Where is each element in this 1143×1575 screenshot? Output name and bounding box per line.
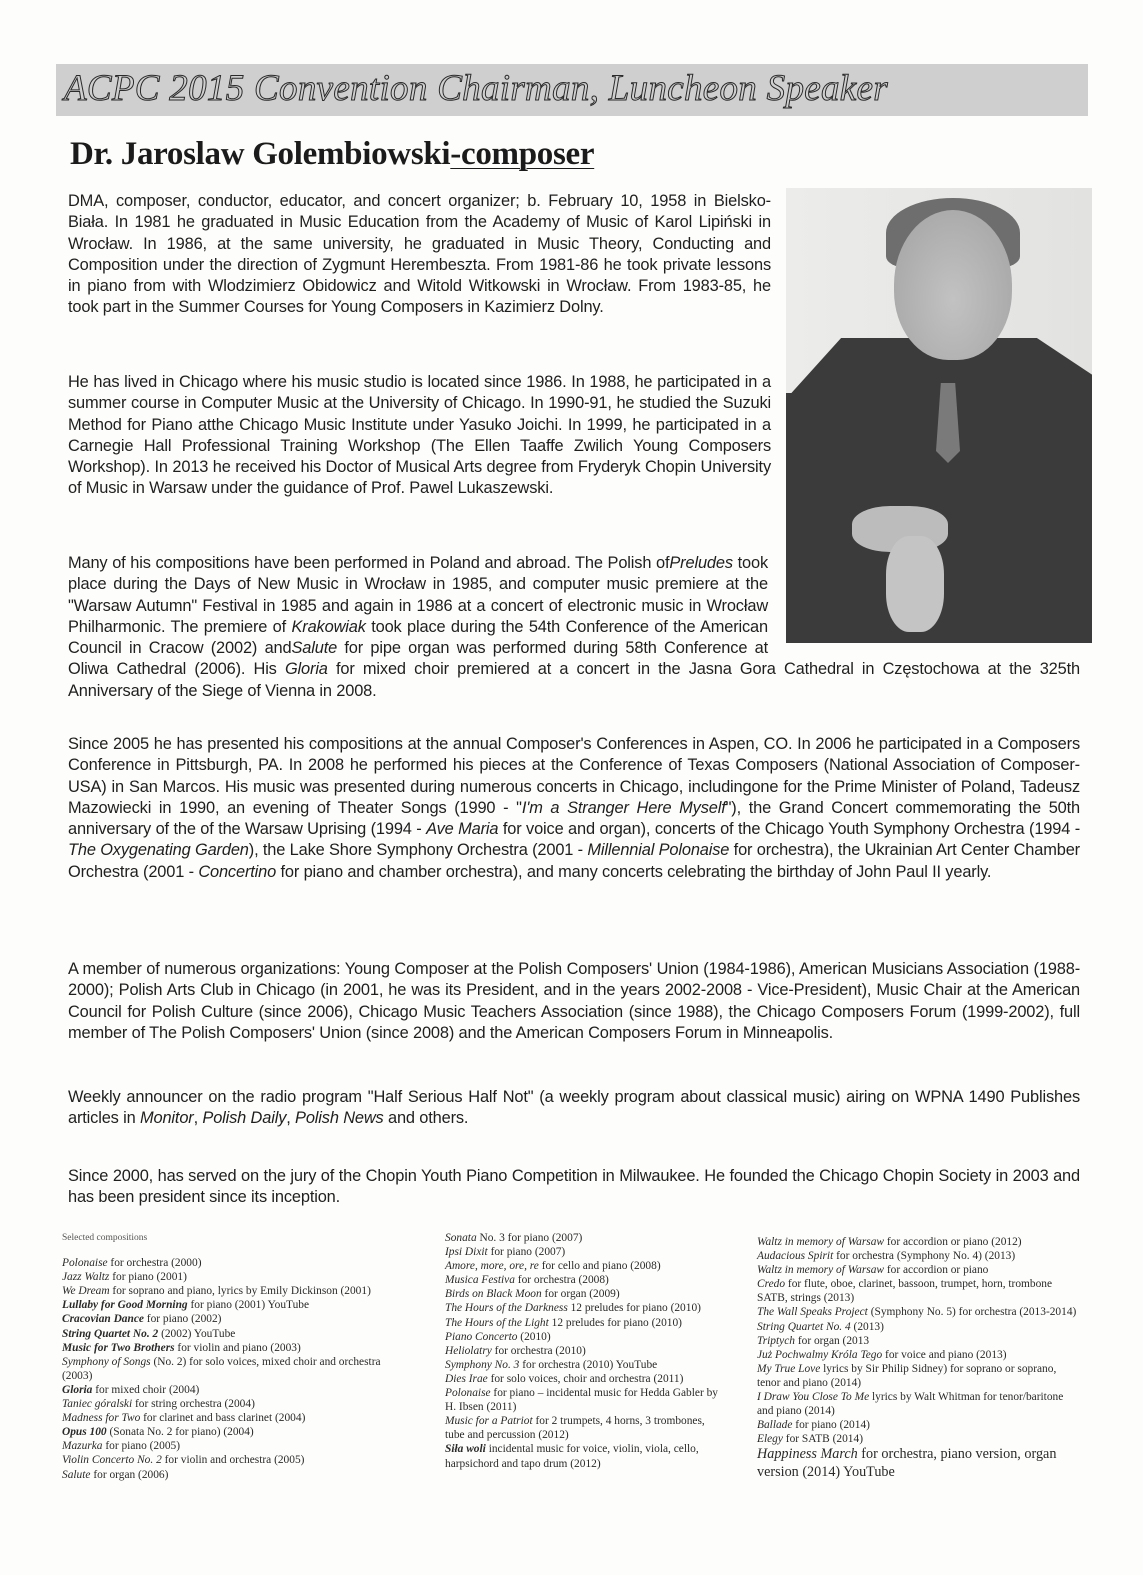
composition-details: for SATB (2014) (782, 1433, 863, 1446)
composition-title: Symphony of Songs (62, 1355, 151, 1368)
page-title (70, 136, 594, 173)
composition-details: for voice and piano (2013) (882, 1348, 1007, 1361)
person-name: Dr. Jaroslaw Golembiowski (70, 136, 451, 172)
composition-title: Lullaby for Good Morning (62, 1299, 188, 1312)
composition-title: Gloria (62, 1383, 93, 1396)
composition-title: String Quartet No. 2 (62, 1327, 159, 1340)
composition-item (62, 1327, 382, 1341)
composition-title: Credo (757, 1278, 786, 1291)
composition-item (445, 1245, 725, 1259)
composition-title: Triptych (757, 1334, 795, 1347)
composition-details: for orchestra (Symphony No. 4) (2013) (833, 1250, 1016, 1263)
composition-details: (Sonata No. 2 for piano) (2004) (106, 1426, 254, 1439)
compositions-list (445, 1231, 725, 1471)
composition-item (445, 1259, 725, 1273)
composition-item (445, 1344, 725, 1358)
banner-title: ACPC 2015 Convention Chairman, Luncheon Speaker (64, 68, 888, 109)
compositions-list (757, 1235, 1077, 1481)
composition-title: Ipsi Dixit (445, 1246, 488, 1259)
composition-title: Happiness March (757, 1446, 858, 1463)
title-banner (56, 64, 1088, 116)
composition-details: for accordion or piano (884, 1264, 989, 1277)
composition-details: for flute, oboe, clarinet, bassoon, trumpet, horn, trombone SATB, strings (2013) (757, 1278, 1053, 1305)
composition-item (445, 1316, 725, 1330)
composition-title: Polonaise (62, 1257, 108, 1270)
composition-details: 12 preludes for piano (2010) (548, 1316, 682, 1329)
composition-title: Heliolatry (445, 1344, 492, 1357)
composition-item (62, 1425, 382, 1439)
composition-details: for 2 trumpets, 4 horns, 3 trombones, tube and percussion (2012) (445, 1415, 705, 1442)
composition-item (62, 1411, 382, 1425)
composition-item (445, 1287, 725, 1301)
composition-details: for piano (2001) (109, 1271, 187, 1284)
bio-paragraph-radio: Weekly announcer on the radio program "Half Serious Half Not" (a weekly program about classical music) airing on WPNA 1490 Publishes articles in Monitor, Polish Daily, Polish News and others. (68, 1088, 1080, 1128)
composition-details: for orchestra (2010) YouTube (519, 1358, 658, 1371)
composition-title: My True Love (757, 1362, 821, 1375)
composition-title: Waltz in memory of Warsaw (757, 1236, 884, 1248)
compositions-label: Selected compositions (62, 1233, 148, 1243)
composition-item (62, 1397, 382, 1411)
composition-title: Music for a Patriot (445, 1415, 533, 1428)
composition-details: for piano – incidental music for Hedda Gabler by H. Ibsen (2011) (445, 1387, 718, 1414)
composition-item (62, 1468, 382, 1482)
composition-details: for organ (2009) (541, 1288, 620, 1301)
composition-title: The Hours of the Darkness (445, 1302, 568, 1315)
composition-title: Symphony No. 3 (445, 1358, 520, 1371)
composition-item (445, 1330, 725, 1344)
photo-face (894, 210, 1012, 360)
composition-item (757, 1320, 1077, 1334)
composition-item (445, 1273, 725, 1287)
composition-item (757, 1348, 1077, 1362)
composition-title: Audacious Spirit (757, 1250, 834, 1263)
composition-item (445, 1386, 725, 1414)
composition-title: Piano Concerto (445, 1330, 518, 1343)
composition-title: Violin Concerto No. 2 (62, 1454, 162, 1467)
composition-details: for organ (2006) (90, 1468, 169, 1481)
composition-title: Taniec góralski (62, 1398, 133, 1411)
composition-details: (2013) (850, 1320, 884, 1333)
composition-item (62, 1439, 382, 1453)
composition-item (757, 1263, 1077, 1277)
composition-details: for string orchestra (2004) (132, 1398, 255, 1411)
composition-details: for orchestra (2000) (107, 1257, 202, 1270)
composition-details: (2002) YouTube (158, 1327, 236, 1340)
person-role: -composer (450, 136, 595, 172)
composition-details: for organ (2013 (794, 1334, 870, 1347)
composition-item (62, 1355, 382, 1383)
composition-details: for piano (2014) (792, 1419, 870, 1432)
composition-item (62, 1298, 382, 1312)
composition-item (757, 1432, 1077, 1446)
composition-title: The Wall Speaks Project (757, 1306, 868, 1319)
composition-details: for orchestra (2010) (491, 1344, 586, 1357)
composition-item (62, 1256, 382, 1270)
compositions-list (62, 1256, 382, 1482)
composition-item (757, 1362, 1077, 1390)
composition-item (757, 1235, 1077, 1249)
composition-details: for solo voices, choir and orchestra (2011) (487, 1372, 684, 1385)
bio-paragraph-organizations: A member of numerous organizations: Young Composer at the Polish Composers' Union (1984-1986), American Musicians Association (1988-2000); Polish Arts Club in Chicago (in 2001, he was its President, and in the years 2002-2008 - Vice-President), Music Chair at the American Council for Polish Culture (since 2006), Chicago Music Teachers Association (since 1988), the Chicago Composers Forum (1999-2002), full member of The Polish Composers' Union (since 2008) and the American Composers Forum in Minneapolis. (68, 960, 1080, 1042)
compositions-column-2 (445, 1231, 725, 1471)
bio-paragraph-chopin: Since 2000, has served on the jury of the Chopin Youth Piano Competition in Milwaukee. He founded the Chicago Chopin Society in 2003 and has been president since its inception. (68, 1167, 1080, 1207)
composition-title: Dies Irae (445, 1372, 488, 1385)
composition-title: Birds on Black Moon (445, 1288, 542, 1301)
compositions-column-1 (62, 1231, 382, 1482)
composition-title: I Draw You Close To Me (757, 1391, 870, 1404)
composition-details: for mixed choir (2004) (92, 1383, 200, 1396)
composition-details: for soprano and piano, lyrics by Emily Dickinson (2001) (109, 1285, 371, 1298)
composition-details: (Symphony No. 5) for orchestra (2013-2014) (867, 1306, 1077, 1319)
composition-title: Opus 100 (62, 1426, 107, 1439)
composition-details: lyrics by Sir Philip Sidney) for soprano or soprano, tenor and piano (2014) (757, 1362, 1057, 1389)
composition-details: lyrics by Walt Whitman for tenor/baritone and piano (2014) (757, 1391, 1064, 1418)
bio-paragraph-conferences: Since 2005 he has presented his compositions at the annual Composer's Conferences in Aspen, CO. In 2006 he participated in a Composers Conference in Pittsburgh, PA. In 2008 he performed his pieces at the Conference of Texas Composers (National Association of Composer-USA) in San Marcos. His music was presented during numerous concerts in Chicago, includingone for the Prime Minister of Poland, Tadeusz Mazowiecki in 1990, an evening of Theater Songs (1990 - "I'm a Stranger Here Myself"), the Grand Concert commemorating the 50th anniversary of the of the Warsaw Uprising (1994 - Ave Maria for voice and organ), concerts of the Chicago Youth Symphony Orchestra (1994 - The Oxygenating Garden), the Lake Shore Symphony Orchestra (2001 - Millennial Polonaise for orchestra), the Ukrainian Art Center Chamber Orchestra (2001 - Concertino for piano and chamber orchestra), and many concerts celebrating the birthday of John Paul II yearly. (68, 735, 1081, 881)
composition-item (62, 1284, 382, 1298)
compositions-column-3 (757, 1235, 1077, 1481)
composition-details: 12 preludes for piano (2010) (567, 1302, 701, 1315)
composition-item (62, 1383, 382, 1397)
composition-item (445, 1372, 725, 1386)
composition-item (62, 1270, 382, 1284)
composition-title: Cracovian Dance (62, 1313, 144, 1326)
composition-item (757, 1277, 1077, 1305)
composition-title: Ballade (757, 1419, 793, 1432)
composition-title: String Quartet No. 4 (757, 1320, 851, 1333)
composition-title: Polonaise (445, 1387, 491, 1400)
composition-item (445, 1442, 725, 1470)
composition-title: Mazurka (62, 1440, 103, 1453)
composition-details: for clarinet and bass clarinet (2004) (140, 1412, 306, 1425)
composition-details: for violin and orchestra (2005) (161, 1454, 305, 1467)
composition-title: We Dream (62, 1285, 110, 1298)
composition-details: for piano (2005) (102, 1440, 180, 1453)
composition-title: Madness for Two (62, 1412, 141, 1425)
composition-item (757, 1305, 1077, 1319)
composition-item (62, 1341, 382, 1355)
composition-item (445, 1414, 725, 1442)
composition-title: Jazz Waltz (62, 1271, 110, 1284)
composition-item (445, 1358, 725, 1372)
bio-paragraph-performances: Many of his compositions have been performed in Poland and abroad. The Polish ofPreludes took place during the Days of New Music in Wrocław in 1985, and computer music premiere at the "Warsaw Autumn" Festival in 1985 and again in 1986 at a concert of electronic music in Wrocław Philharmonic. The premiere of Krakowiak took place during the 54th Conference of the American Council in Cracow (2002) andSalute for pipe organ was performed during 58th Conference at Oliwa Cathedral (2006). His Gloria for mixed choir premiered at a concert in the Jasna Gora Cathedral in Częstochowa at the 325th Anniversary of the Siege of Vienna in 2008. (68, 554, 1080, 700)
composition-title: Music for Two Brothers (62, 1341, 175, 1354)
composition-details: for orchestra, piano version, organ version (2014) YouTube (757, 1446, 1057, 1480)
composition-item (757, 1249, 1077, 1263)
composition-item (445, 1301, 725, 1315)
composition-item (757, 1446, 1077, 1481)
composition-title: The Hours of the Light (445, 1316, 549, 1329)
bio-paragraph-education: DMA, composer, conductor, educator, and concert organizer; b. February 10, 1958 in Bielsko-Biała. In 1981 he graduated in Music Education from the Academy of Music of Karol Lipiński in Wrocław. In 1986, at the same university, he graduated in Music Theory, Conducting and Composition under the direction of Zygmunt Herembeszta. From 1981-86 he took private lessons in piano from with Wlodzimierz Obidowicz and Witold Witkowski in Wrocław. From 1983-85, he took part in the Summer Courses for Young Composers in Kazimierz Dolny. (68, 192, 771, 317)
composition-details: for cello and piano (2008) (538, 1260, 661, 1273)
composition-item (62, 1453, 382, 1467)
composition-details: for accordion or piano (2012) (884, 1236, 1022, 1248)
composition-details: (No. 2) for solo voices, mixed choir and orchestra (2003) (62, 1355, 381, 1382)
composition-title: Amore, more, ore, re (445, 1260, 539, 1273)
composition-item (757, 1418, 1077, 1432)
composition-title: Waltz in memory of Warsaw (757, 1264, 884, 1277)
composition-details: for piano (2007) (487, 1246, 566, 1259)
composition-title: Salute (62, 1468, 91, 1481)
composition-details: for orchestra (2008) (514, 1274, 609, 1287)
composition-details: (2010) (517, 1330, 551, 1343)
composition-details: for piano (2001) YouTube (187, 1299, 310, 1312)
composition-details: for violin and piano (2003) (174, 1341, 301, 1354)
composition-item (757, 1390, 1077, 1418)
composition-title: Elegy (757, 1433, 783, 1446)
composition-details: incidental music for voice, violin, viola, cello, harpsichord and tapo drum (2012) (445, 1443, 699, 1470)
photo-float-spacer (768, 553, 1080, 645)
composition-details: for piano (2002) (143, 1313, 222, 1326)
composition-title: Musica Festiva (445, 1274, 515, 1287)
bio-paragraph-chicago: He has lived in Chicago where his music studio is located since 1986. In 1988, he participated in a summer course in Computer Music at the University of Chicago. In 1990-91, he studied the Suzuki Method for Piano atthe Chicago Music Institute under Yasuko Joichi. In 1999, he participated in a Carnegie Hall Professional Training Workshop (The Ellen Taaffe Zwilich Young Composers Workshop). In 2013 he received his Doctor of Musical Arts degree from Fryderyk Chopin University of Music in Warsaw under the guidance of Prof. Pawel Lukaszewski. (68, 373, 771, 498)
composition-title: Sonata (445, 1232, 477, 1244)
composition-item (445, 1231, 725, 1245)
composition-details: No. 3 for piano (2007) (476, 1232, 583, 1244)
composition-title: Już Pochwalmy Króla Tego (757, 1348, 883, 1361)
composition-item (757, 1334, 1077, 1348)
composition-title: Siła woli (445, 1443, 486, 1456)
composition-item (62, 1312, 382, 1326)
